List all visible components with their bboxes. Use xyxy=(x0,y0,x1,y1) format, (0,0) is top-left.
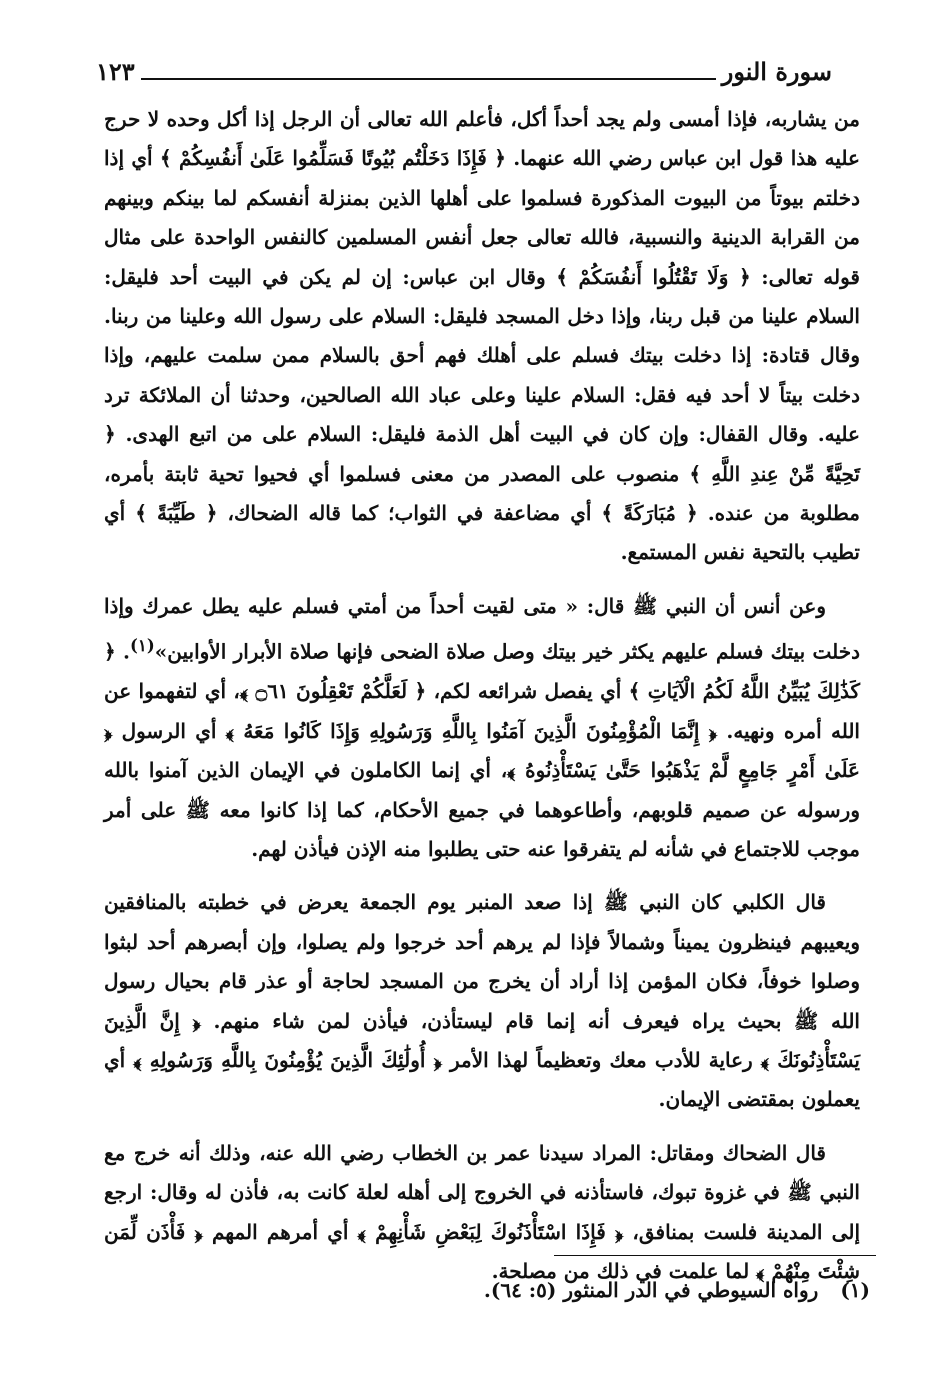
paragraph-4: قال الضحاك ومقاتل: المراد سيدنا عمر بن الخطاب رضي الله عنه، وذلك أنه خرج مع النبي ﷺ في غزوة تبوك، فاستأذنه في الخروج إلى أهله لعلة كانت به، فأذن له وقال: ارجع إلى المدينة فلست بمنافق، ﴿ فَإِذَا اسْتَأْذَنُوكَ لِبَعْضِ شَأْنِهِمْ ﴾ أي أمرهم المهم ﴿ فَأْذَن لِّمَن شِئْتَ مِنْهُمْ ﴾ لما علمت في ذلك من مصلحة. xyxy=(104,1140,860,1284)
surah-title: سورة النور xyxy=(721,57,832,86)
footnote-mark: (١) xyxy=(840,1278,870,1302)
page-body xyxy=(104,100,860,1291)
footnote-text: رواه السيوطي في الدر المنثور (٥: ٦٤). xyxy=(483,1278,819,1302)
page-number: ١٢٣ xyxy=(96,57,135,86)
header-rule xyxy=(141,78,716,80)
hadith-text: وعن أنس أن النبي ﷺ قال: « متى لقيت أحداً من أمتي فسلم عليه يطل عمرك وإذا دخلت بيتك فسلم عليهم يكثر خير بيتك وصل صلاة الضحى فإنها صلاة الأبرار الأوابين» xyxy=(104,593,860,664)
footnote-reference[interactable]: (١) xyxy=(130,635,155,656)
footnote-separator xyxy=(554,1255,876,1256)
paragraph-1: من يشاربه، فإذا أمسى ولم يجد أحداً أكل، فأعلم الله تعالى أن الرجل إذا أكل وحده لا حرج عليه هذا قول ابن عباس رضي الله عنهما. ﴿ فَإِذَا دَخَلْتُم بُيُوتًا فَسَلِّمُوا عَلَىٰ أَنفُسِكُمْ ﴾ أي إذا دخلتم بيوتاً من البيوت المذكورة فسلموا على أهلها الذين بمنزلة أنفسكم لما بينكم وبينهم من القرابة الدينية والنسبية، فالله تعالى جعل أنفس المسلمين كالنفس الواحدة على مثال قوله تعالى: ﴿ وَلَا تَقْتُلُوا أَنفُسَكُمْ ﴾ وقال ابن عباس: إن لم يكن في البيت أحد فليقل: السلام علينا من قبل ربنا، وإذا دخل المسجد فليقل: السلام على رسول الله وعلينا من ربنا. وقال قتادة: إذا دخلت بيتك فسلم على أهلك فهم أحق بالسلام ممن سلمت عليهم، وإذا دخلت بيتاً لا أحد فيه فقل: السلام علينا وعلى عباد الله الصالحين، وحدثنا أن الملائكة ترد عليه. وقال القفال: وإن كان في البيت أهل الذمة فليقل: السلام على من اتبع الهدى. ﴿ تَحِيَّةً مِّنْ عِندِ اللَّهِ ﴾ منصوب على المصدر من معنى فسلموا أي فحيوا تحية ثابتة بأمره، مطلوبة من عنده. ﴿ مُبَارَكَةً ﴾ أي مضاعفة في الثواب؛ كما قاله الضحاك، ﴿ طَيِّبَةً ﴾ أي تطيب بالتحية نفس المستمع. xyxy=(104,107,861,565)
page-header xyxy=(96,50,832,90)
paragraph-3: قال الكلبي كان النبي ﷺ إذا صعد المنبر يوم الجمعة يعرض في خطبته بالمنافقين ويعيبهم فينظرون يميناً وشمالاً فإذا لم يرهم أحد خرجوا ولم يصلوا، وإن أبصرهم أحد لبثوا وصلوا خوفاً، فكان المؤمن إذا أراد أن يخرج من المسجد لحاجة أو عذر قام بحيال رسول الله ﷺ بحيث يراه فيعرف أنه إنما قام ليستأذن، فيأذن لمن شاء منهم. ﴿ إِنَّ الَّذِينَ يَسْتَأْذِنُونَكَ ﴾ رعاية للأدب معك وتعظيماً لهذا الأمر ﴿ أُولَٰئِكَ الَّذِينَ يُؤْمِنُونَ بِاللَّهِ وَرَسُولِهِ ﴾ أي يعملون بمقتضى الإيمان. xyxy=(104,890,860,1112)
paragraph-2-continuation: . ﴿ كَذَٰلِكَ يُبَيِّنُ اللَّهُ لَكُمُ الْآيَاتِ ﴾ أي يفصل شرائعه لكم، ﴿ لَعَلَّكُمْ تَعْقِلُونَ ۝٦١ ﴾، أي لتفهموا عن الله أمره ونهيه. ﴿ إِنَّمَا الْمُؤْمِنُونَ الَّذِينَ آمَنُوا بِاللَّهِ وَرَسُولِهِ وَإِذَا كَانُوا مَعَهُ ﴾ أي الرسول ﴿ عَلَىٰ أَمْرٍ جَامِعٍ لَّمْ يَذْهَبُوا حَتَّىٰ يَسْتَأْذِنُوهُ ﴾، أي إنما الكاملون في الإيمان الذين آمنوا بالله ورسوله عن صميم قلوبهم، وأطاعوهما في جميع الأحكام، كما إذا كانوا معه ﷺ على أمر موجب للاجتماع في شأنه لم يتفرقوا عنه حتى يطلبوا منه الإذن فيأذن لهم. xyxy=(104,639,860,861)
paragraph-2 xyxy=(104,587,860,870)
footnote xyxy=(104,1278,870,1302)
